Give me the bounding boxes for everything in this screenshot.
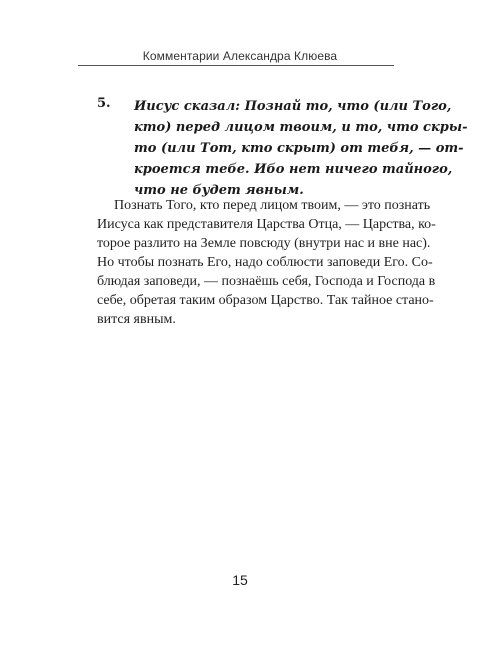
header-rule — [78, 65, 394, 66]
commentary-line: вится явным. — [97, 312, 176, 327]
verse-text — [134, 96, 467, 201]
commentary-line: блюдая заповеди, — познаёшь себя, Господа и Господа в — [97, 274, 436, 289]
verse-line: кто) перед лицом твоим, и то, что скры- — [134, 120, 468, 135]
verse-number: 5. — [97, 96, 111, 111]
commentary-line: Познать Того, кто перед лицом твоим, — это познать — [114, 198, 431, 213]
commentary-line: Иисуса как представителя Царства Отца, — Царства, ко- — [97, 217, 436, 232]
page-number: 15 — [232, 572, 248, 588]
running-head: Комментарии Александра Клюева — [142, 49, 338, 63]
commentary-paragraph — [97, 196, 436, 329]
commentary-line: торое разлито на Земле повсюду (внутри нас и вне нас). — [97, 236, 431, 251]
commentary-line: Но чтобы познать Его, надо соблюсти заповеди Его. Со- — [97, 255, 433, 270]
verse-line: то (или Тот, кто скрыт) от тебя, — от- — [134, 141, 464, 156]
commentary-line: себе, обретая таким образом Царство. Так тайное стано- — [97, 293, 434, 308]
verse-line: что не будет явным. — [134, 183, 304, 198]
verse-line: Иисус сказал: Познай то, что (или Того, — [134, 99, 452, 114]
verse-line: кроется тебе. Ибо нет ничего тайного, — [134, 162, 453, 177]
